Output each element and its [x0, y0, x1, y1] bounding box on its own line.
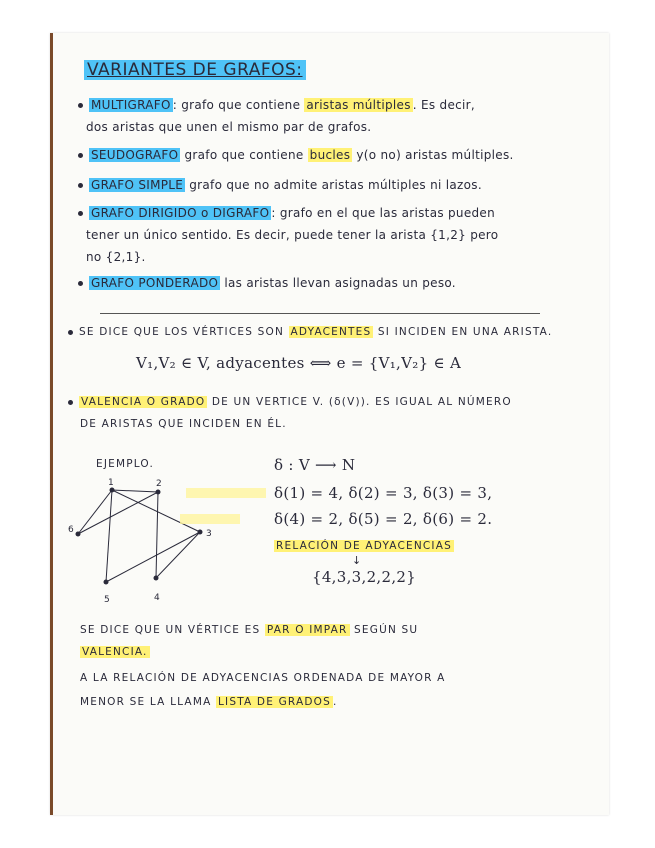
par-impar-cont: [80, 646, 150, 658]
def-multigrafo: [78, 98, 475, 112]
bullet-icon: [78, 211, 83, 216]
edge-1-5: [106, 490, 112, 582]
valencia-definition: [68, 396, 512, 408]
faint-highlight: [186, 488, 266, 498]
text: grafo que no admite aristas múltiples ni lazos.: [185, 178, 482, 192]
edge-2-6: [78, 492, 158, 534]
text: las aristas llevan asignadas un peso.: [220, 276, 456, 290]
edge-3-4: [156, 532, 200, 578]
highlight: ADYACENTES: [290, 326, 372, 338]
highlight: LISTA DE GRADOS: [218, 696, 331, 708]
text: . Es decir,: [412, 98, 476, 112]
vertex-label-4: 4: [154, 593, 160, 603]
vertex-label-2: 2: [156, 479, 162, 489]
term: MULTIGRAFO: [91, 98, 171, 112]
par-impar-text: [80, 624, 418, 636]
vertex-label-6: 6: [68, 525, 74, 535]
bullet-icon: [68, 330, 73, 335]
vertex-label-1: 1: [108, 478, 114, 488]
highlight: aristas múltiples: [306, 98, 411, 112]
vertex-5: [104, 580, 109, 585]
def-seudografo: [78, 148, 514, 162]
adyacentes-definition: [68, 326, 552, 338]
vertex-2: [156, 490, 161, 495]
faint-highlight: [180, 514, 240, 524]
highlight: bucles: [309, 148, 351, 162]
def-grafo-dirigido-cont: tener un único sentido. Es decir, puede tener la arista {1,2} pero: [86, 228, 499, 242]
bullet-icon: [78, 183, 83, 188]
text: .: [333, 696, 338, 708]
degree-values-2: δ(4) = 2, δ(5) = 2, δ(6) = 2.: [274, 510, 493, 528]
highlight: RELACIÓN DE ADYACENCIAS: [276, 540, 452, 552]
def-grafo-dirigido-cont2: no {2,1}.: [86, 250, 146, 264]
relacion-value: {4,3,3,2,2,2}: [312, 568, 417, 586]
text: grafo que contiene: [180, 148, 308, 162]
vertex-6: [76, 532, 81, 537]
term: GRAFO DIRIGIDO o DIGRAFO: [91, 206, 270, 220]
degree-map: δ : V ⟶ N: [274, 456, 356, 474]
divider: [100, 313, 540, 314]
edge-3-5: [106, 532, 200, 582]
down-arrow-icon: ↓: [352, 554, 362, 567]
def-multigrafo-cont: dos aristas que unen el mismo par de grafos.: [86, 120, 372, 134]
highlight: VALENCIA.: [82, 646, 148, 658]
adyacentes-formula: V₁,V₂ ∈ V, adyacentes ⟺ e = {V₁,V₂} ∈ A: [136, 354, 462, 372]
text: DE UN VERTICE V. (δ(V)). ES IGUAL AL NÚMERO: [207, 396, 512, 408]
text: y(o no) aristas múltiples.: [352, 148, 514, 162]
text: SE DICE QUE UN VÉRTICE ES: [80, 624, 265, 636]
edge-2-4: [156, 492, 158, 578]
def-grafo-simple: [78, 178, 482, 192]
vertex-1: [110, 488, 115, 493]
vertex-4: [154, 576, 159, 581]
text: : grafo que contiene: [172, 98, 305, 112]
page-title: VARIANTES DE GRAFOS:: [84, 60, 306, 80]
bullet-icon: [78, 103, 83, 108]
vertex-label-3: 3: [206, 529, 212, 539]
vertex-label-5: 5: [104, 595, 110, 605]
text: MENOR SE LA LLAMA: [80, 696, 216, 708]
bullet-icon: [78, 153, 83, 158]
edge-1-2: [112, 490, 158, 492]
highlight: VALENCIA O GRADO: [81, 396, 206, 408]
highlight: PAR O IMPAR: [266, 624, 348, 636]
vertex-3: [198, 530, 203, 535]
lista-grados-text: A LA RELACIÓN DE ADYACENCIAS ORDENADA DE MAYOR A: [80, 672, 446, 684]
valencia-definition-cont: DE ARISTAS QUE INCIDEN EN ÉL.: [80, 418, 287, 430]
relacion-label: [274, 540, 454, 552]
text: SE DICE QUE LOS VÉRTICES SON: [79, 326, 289, 338]
term: GRAFO PONDERADO: [91, 276, 219, 290]
text: SI INCIDEN EN UNA ARISTA.: [373, 326, 553, 338]
text: : grafo en el que las aristas pueden: [271, 206, 496, 220]
edge-1-6: [78, 490, 112, 534]
bullet-icon: [78, 281, 83, 286]
bullet-icon: [68, 400, 73, 405]
term: SEUDOGRAFO: [91, 148, 179, 162]
term: GRAFO SIMPLE: [91, 178, 184, 192]
def-grafo-ponderado: [78, 276, 456, 290]
text: SEGÚN SU: [349, 624, 419, 636]
lista-grados-cont: [80, 696, 338, 708]
degree-values-1: δ(1) = 4, δ(2) = 3, δ(3) = 3,: [274, 484, 493, 502]
def-grafo-dirigido: [78, 206, 495, 220]
example-label: EJEMPLO.: [96, 458, 155, 470]
